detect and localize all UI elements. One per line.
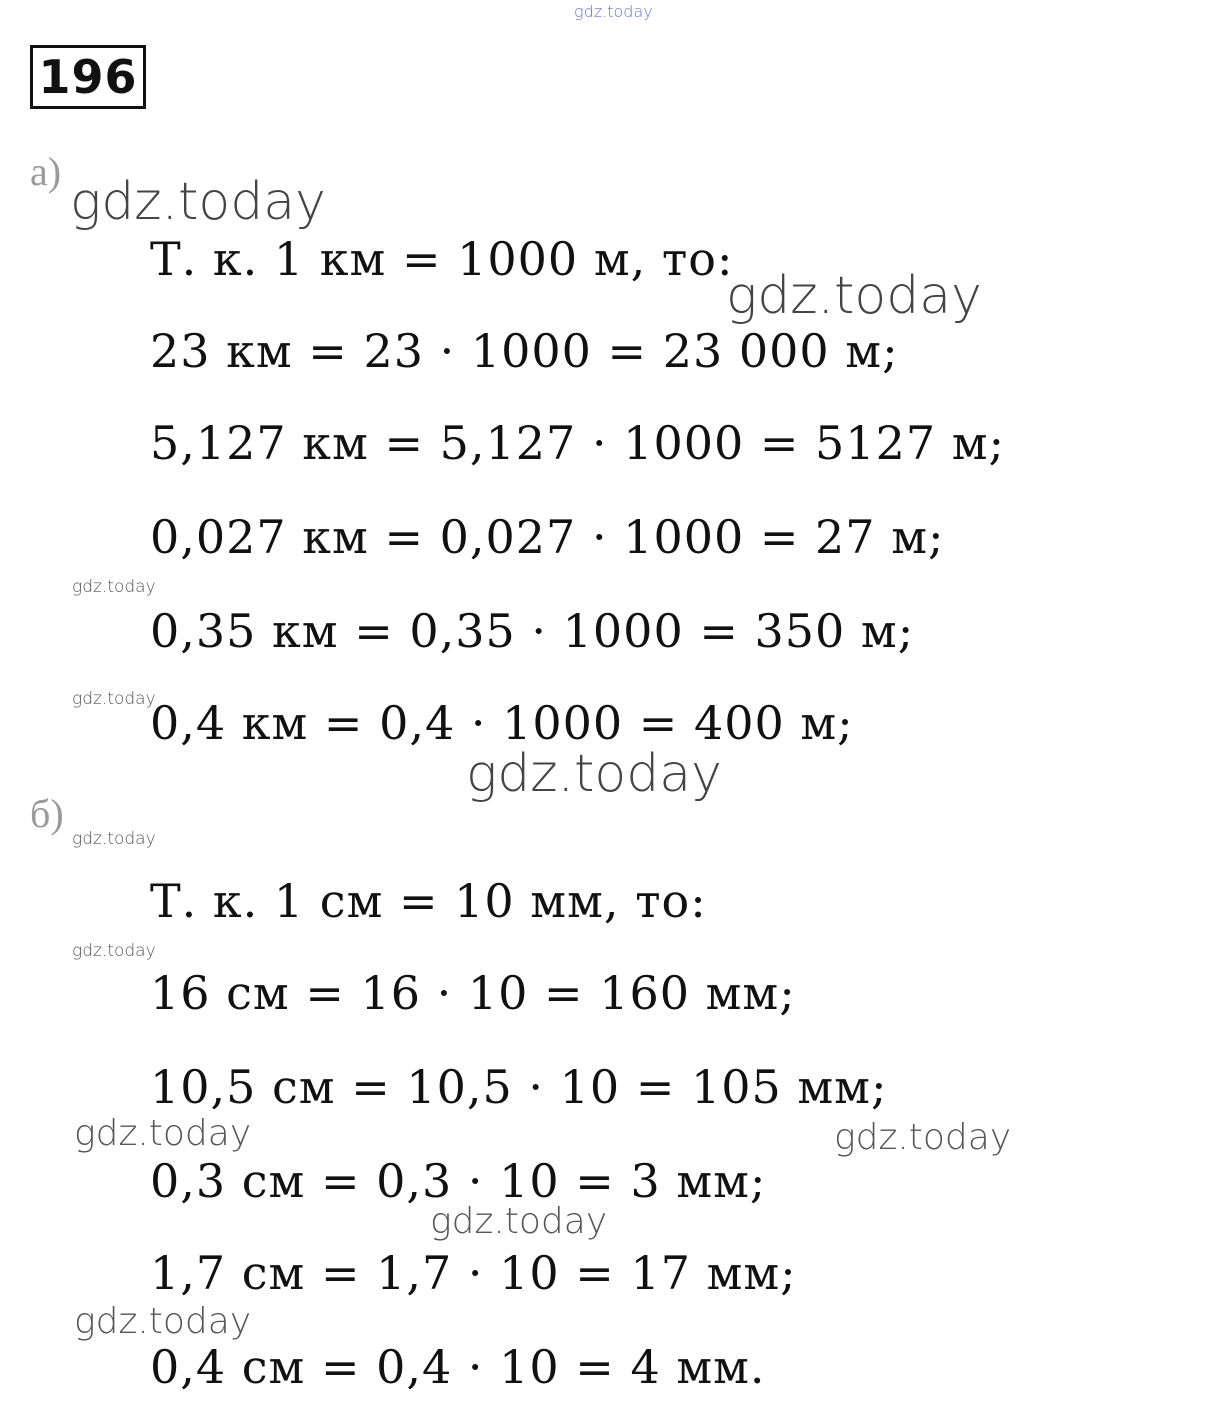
- part-a-line-4: 0,027 км = 0,027 · 1000 = 27 м;: [150, 510, 945, 564]
- part-b-line-6: 0,4 см = 0,4 · 10 = 4 мм.: [150, 1340, 766, 1394]
- part-a-line-2: 23 км = 23 · 1000 = 23 000 м;: [150, 324, 899, 378]
- part-b-line-2: 16 см = 16 · 10 = 160 мм;: [150, 966, 796, 1020]
- part-b-line-5: 1,7 см = 1,7 · 10 = 17 мм;: [150, 1246, 797, 1300]
- part-a-line-1: Т. к. 1 км = 1000 м, то:: [150, 232, 734, 286]
- watermark-medium-3: gdz.today: [430, 1201, 608, 1242]
- part-b-label: б): [30, 791, 64, 836]
- part-a-line-5: 0,35 км = 0,35 · 1000 = 350 м;: [150, 604, 915, 658]
- part-b-line-1: Т. к. 1 см = 10 мм, то:: [150, 874, 707, 928]
- part-a-line-3: 5,127 км = 5,127 · 1000 = 5127 м;: [150, 416, 1006, 470]
- part-b-line-4: 0,3 см = 0,3 · 10 = 3 мм;: [150, 1154, 767, 1208]
- watermark-small-3: gdz.today: [72, 829, 156, 849]
- watermark-large-1: gdz.today: [70, 172, 326, 232]
- watermark-large-3: gdz.today: [466, 744, 722, 804]
- watermark-small-4: gdz.today: [72, 941, 156, 961]
- watermark-medium-4: gdz.today: [74, 1301, 252, 1342]
- watermark-small-1: gdz.today: [72, 577, 156, 597]
- part-a-label: а): [30, 149, 62, 194]
- watermark-small-2: gdz.today: [72, 689, 156, 709]
- part-b-line-3: 10,5 см = 10,5 · 10 = 105 мм;: [150, 1060, 888, 1114]
- watermark-medium-1: gdz.today: [74, 1113, 252, 1154]
- problem-number: 196: [30, 45, 146, 109]
- watermark-top: gdz.today: [574, 2, 653, 21]
- watermark-large-2: gdz.today: [726, 266, 982, 326]
- watermark-medium-2: gdz.today: [834, 1117, 1012, 1158]
- part-a-line-6: 0,4 км = 0,4 · 1000 = 400 м;: [150, 696, 854, 750]
